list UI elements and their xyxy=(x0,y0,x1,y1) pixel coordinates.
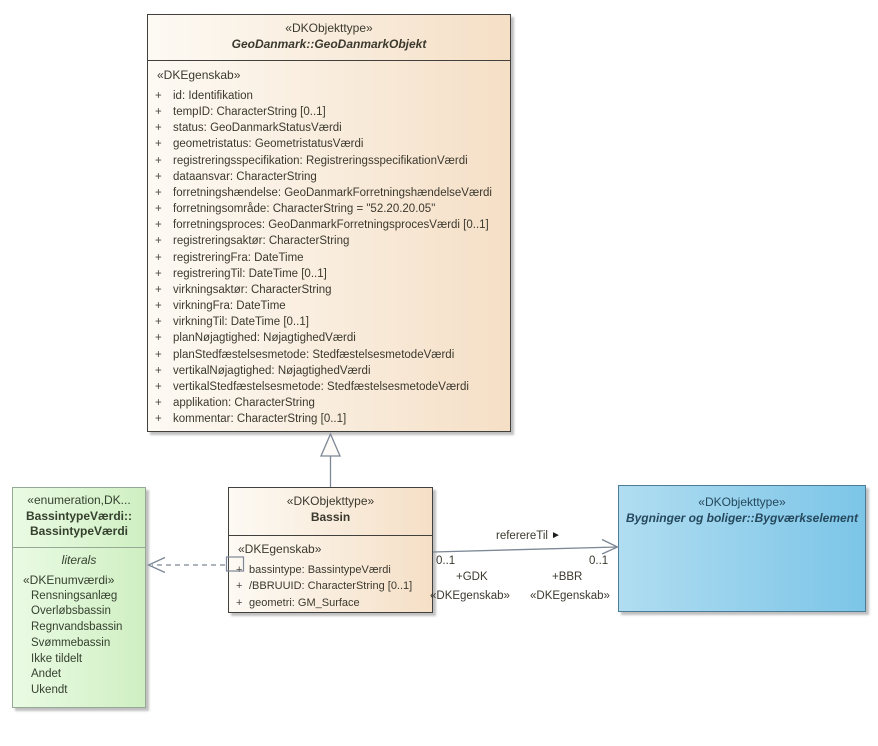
attribute-text: id: Identifikation xyxy=(173,90,253,102)
visibility-symbol: + xyxy=(155,364,162,377)
visibility-symbol: + xyxy=(155,332,162,345)
attribute-text: geometristatus: GeometristatusVærdi xyxy=(173,138,364,151)
attribute-row xyxy=(148,379,510,395)
visibility-symbol: + xyxy=(155,348,162,361)
literals-section-label: literals xyxy=(61,553,97,567)
attribute-text: /BBRUUID: CharacterString [0..1] xyxy=(249,580,413,593)
attribute-row xyxy=(148,330,510,346)
class-bassin[interactable] xyxy=(228,487,433,613)
attribute-text: registreringsspecifikation: RegistreringsspecifikationVærdi xyxy=(173,154,468,167)
attribute-row xyxy=(148,233,510,249)
attribute-row xyxy=(148,314,510,330)
attribute-row xyxy=(148,104,510,120)
enum-literal: Andet xyxy=(31,668,62,681)
attribute-text: status: GeoDanmarkStatusVærdi xyxy=(173,122,342,135)
attribute-text: virkningTil: DateTime [0..1] xyxy=(173,316,309,329)
visibility-symbol: + xyxy=(155,235,162,248)
enumeration-name-line2: BassintypeVærdi xyxy=(29,524,129,538)
visibility-symbol: + xyxy=(155,300,162,313)
visibility-symbol: + xyxy=(155,186,162,199)
attribute-row xyxy=(148,298,510,314)
attribute-row xyxy=(148,282,510,298)
attribute-row xyxy=(229,595,432,611)
enum-literal: Ukendt xyxy=(31,683,68,696)
class-geodanmarkobjekt-header xyxy=(148,15,510,61)
class-name: Bassin xyxy=(310,510,351,524)
enum-value-stereotype: «DKEnumværdi» xyxy=(23,573,115,587)
association-name: referereTil xyxy=(496,530,548,542)
attribute-row xyxy=(148,136,510,152)
visibility-symbol: + xyxy=(155,251,162,264)
enumeration-name-line1: BassintypeVærdi:: xyxy=(25,508,133,523)
enumeration-header xyxy=(13,488,145,548)
visibility-symbol: + xyxy=(236,596,243,609)
attribute-row xyxy=(148,411,510,427)
attribute-text: geometri: GM_Surface xyxy=(249,596,360,609)
attribute-text: planStedfæstelsesmetode: StedfæstelsesmetodeVærdi xyxy=(173,348,455,361)
attributes-compartment xyxy=(229,536,432,611)
open-arrowhead-icon xyxy=(149,558,166,573)
visibility-symbol: + xyxy=(155,219,162,232)
attribute-row xyxy=(148,153,510,169)
stereotype-label: «DKObjekttype» xyxy=(286,494,375,508)
attribute-row xyxy=(148,266,510,282)
open-arrowhead-icon xyxy=(602,540,618,555)
generalization-connector[interactable] xyxy=(321,434,340,487)
visibility-symbol: + xyxy=(155,380,162,393)
section-label: «DKEgenskab» xyxy=(157,68,241,82)
visibility-symbol: + xyxy=(155,106,162,119)
class-bygvaerkselement[interactable] xyxy=(618,485,866,612)
attribute-text: bassintype: BassintypeVærdi xyxy=(249,564,391,576)
visibility-symbol: + xyxy=(155,413,162,426)
class-bassin-header xyxy=(229,488,432,536)
section-label: «DKEgenskab» xyxy=(238,542,322,556)
direction-triangle-icon: ► xyxy=(550,530,561,541)
attribute-row xyxy=(148,395,510,411)
attribute-row xyxy=(148,185,510,201)
attribute-text: kommentar: CharacterString [0..1] xyxy=(173,413,347,426)
attribute-text: virkningFra: DateTime xyxy=(173,300,286,313)
enum-literal: Svømmebassin xyxy=(31,636,111,649)
enum-literal: Overløbsbassin xyxy=(31,605,111,618)
visibility-symbol: + xyxy=(155,267,162,280)
attribute-text: vertikalStedfæstelsesmetode: StedfæstelsesmetodeVærdi xyxy=(173,380,469,393)
enum-literal: Ikke tildelt xyxy=(31,652,83,665)
class-name: GeoDanmark::GeoDanmarkObjekt xyxy=(231,37,427,51)
attribute-text: registreringsaktør: CharacterString xyxy=(173,235,350,248)
attribute-text: virkningsaktør: CharacterString xyxy=(173,283,332,296)
attributes-compartment xyxy=(148,61,510,427)
target-multiplicity-label[interactable]: 0..1 xyxy=(589,555,609,567)
attribute-text: forretningsproces: GeoDanmarkForretningsprocesVærdi [0..1] xyxy=(173,219,489,232)
source-role-label[interactable]: +GDK xyxy=(456,571,488,583)
class-bygvaerkselement-header xyxy=(619,486,865,526)
generalization-triangle-icon xyxy=(321,434,340,456)
visibility-symbol: + xyxy=(155,283,162,296)
attribute-row xyxy=(148,120,510,136)
attribute-row xyxy=(148,363,510,379)
attribute-text: registreringFra: DateTime xyxy=(173,251,304,264)
class-geodanmarkobjekt[interactable] xyxy=(147,14,511,432)
enumeration-bassintypevaerdi[interactable] xyxy=(12,487,146,708)
visibility-symbol: + xyxy=(155,396,162,409)
attribute-row xyxy=(148,217,510,233)
attribute-text: forretningsområde: CharacterString = "52.20.20.05" xyxy=(173,203,436,216)
attribute-row xyxy=(148,201,510,217)
visibility-symbol: + xyxy=(155,170,162,183)
target-role-stereotype-label: «DKEgenskab» xyxy=(530,590,610,602)
attribute-row xyxy=(229,562,432,578)
attribute-text: tempID: CharacterString [0..1] xyxy=(173,106,326,119)
visibility-symbol: + xyxy=(155,122,162,135)
stereotype-label: «DKObjekttype» xyxy=(698,495,786,509)
attribute-text: vertikalNøjagtighed: NøjagtighedVærdi xyxy=(173,364,371,377)
visibility-symbol: + xyxy=(236,564,243,576)
visibility-symbol: + xyxy=(155,138,162,151)
source-multiplicity-label[interactable]: 0..1 xyxy=(436,555,456,567)
visibility-symbol: + xyxy=(155,203,162,216)
attribute-row xyxy=(229,578,432,594)
stereotype-label: «DKObjekttype» xyxy=(285,21,373,35)
attribute-text: dataansvar: CharacterString xyxy=(173,170,317,183)
attribute-row xyxy=(148,169,510,185)
visibility-symbol: + xyxy=(155,154,162,167)
class-name: Bygninger og boliger::Bygværkselement xyxy=(625,511,859,525)
attribute-text: forretningshændelse: GeoDanmarkForretningshændelseVærdi xyxy=(173,186,492,199)
enum-literal: Regnvandsbassin xyxy=(31,621,123,634)
stereotype-label: «enumeration,DK... xyxy=(27,493,131,507)
attribute-row xyxy=(148,88,510,104)
attribute-text: planNøjagtighed: NøjagtighedVærdi xyxy=(173,332,356,345)
visibility-symbol: + xyxy=(155,90,162,102)
literals-compartment xyxy=(13,548,145,699)
attribute-row xyxy=(148,250,510,266)
source-role-stereotype-label: «DKEgenskab» xyxy=(430,590,510,602)
attribute-text: registreringTil: DateTime [0..1] xyxy=(173,267,327,280)
visibility-symbol: + xyxy=(236,580,243,593)
attribute-text: applikation: CharacterString xyxy=(173,396,315,409)
enum-literal: Rensningsanlæg xyxy=(31,589,118,602)
attribute-row xyxy=(148,347,510,363)
visibility-symbol: + xyxy=(155,316,162,329)
target-role-label[interactable]: +BBR xyxy=(552,571,583,583)
association-name-label[interactable] xyxy=(496,529,561,543)
